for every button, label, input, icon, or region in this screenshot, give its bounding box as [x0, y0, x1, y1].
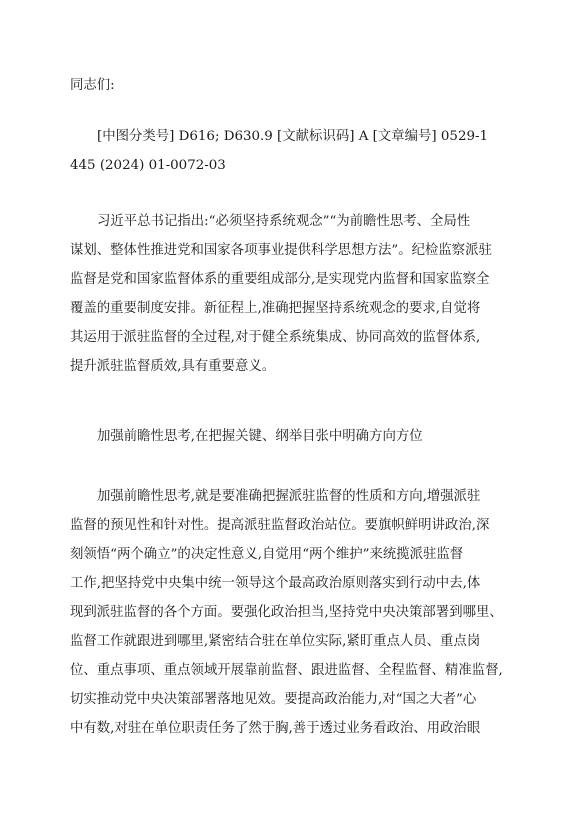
- classification-line-1: [中图分类号] D616; D630.9 [文献标识码] A [文章编号] 0529-1: [97, 129, 489, 144]
- body-paragraph-line: 监督的预见性和针对性。提高派驻监督政治站位。要旗帜鲜明讲政治,深: [70, 518, 490, 533]
- body-paragraph-line: 中有数,对驻在单位职责任务了然于胸,善于透过业务看政治、用政治眼: [70, 721, 481, 736]
- intro-paragraph-line: 覆盖的重要制度安排。新征程上,准确把握坚持系统观念的要求,自觉将: [70, 301, 481, 316]
- body-paragraph-line: 切实推动党中央决策部署落地见效。要提高政治能力,对“国之大者”心: [70, 692, 477, 707]
- classification-line-2: 445 (2024) 01-0072-03: [70, 158, 226, 173]
- body-paragraph-line: 工作,把坚持党中央集中统一领导这个最高政治原则落实到行动中去,体: [70, 576, 481, 591]
- intro-paragraph-line: 其运用于派驻监督的全过程,对于健全系统集成、协同高效的监督体系,: [70, 330, 481, 345]
- salutation: 同志们:: [70, 78, 115, 93]
- body-paragraph-line: 现到派驻监督的各个方面。要强化政治担当,坚持党中央决策部署到哪里、: [70, 605, 503, 620]
- body-paragraph-line: 刻领悟“两个确立”的决定性意义,自觉用“两个维护”来统揽派驻监督: [70, 547, 464, 562]
- body-paragraph-line: 监督工作就跟进到哪里,紧密结合驻在单位实际,紧盯重点人员、重点岗: [70, 634, 481, 649]
- body-paragraph-line: 加强前瞻性思考,就是要准确把握派驻监督的性质和方向,增强派驻: [97, 489, 481, 504]
- intro-paragraph-line: 谋划、整体性推进党和国家各项事业提供科学思想方法”。纪检监察派驻: [70, 243, 492, 258]
- intro-paragraph-line: 习近平总书记指出:“必须坚持系统观念”“为前瞻性思考、全局性: [97, 214, 471, 229]
- intro-paragraph-line: 监督是党和国家监督体系的重要组成部分,是实现党内监督和国家监察全: [70, 272, 490, 287]
- section-heading: 加强前瞻性思考,在把握关键、纲举目张中明确方向方位: [97, 429, 423, 444]
- body-paragraph-line: 位、重点事项、重点领域开展靠前监督、跟进监督、全程监督、精准监督,: [70, 663, 503, 678]
- intro-paragraph-line: 提升派驻监督质效,具有重要意义。: [70, 359, 276, 374]
